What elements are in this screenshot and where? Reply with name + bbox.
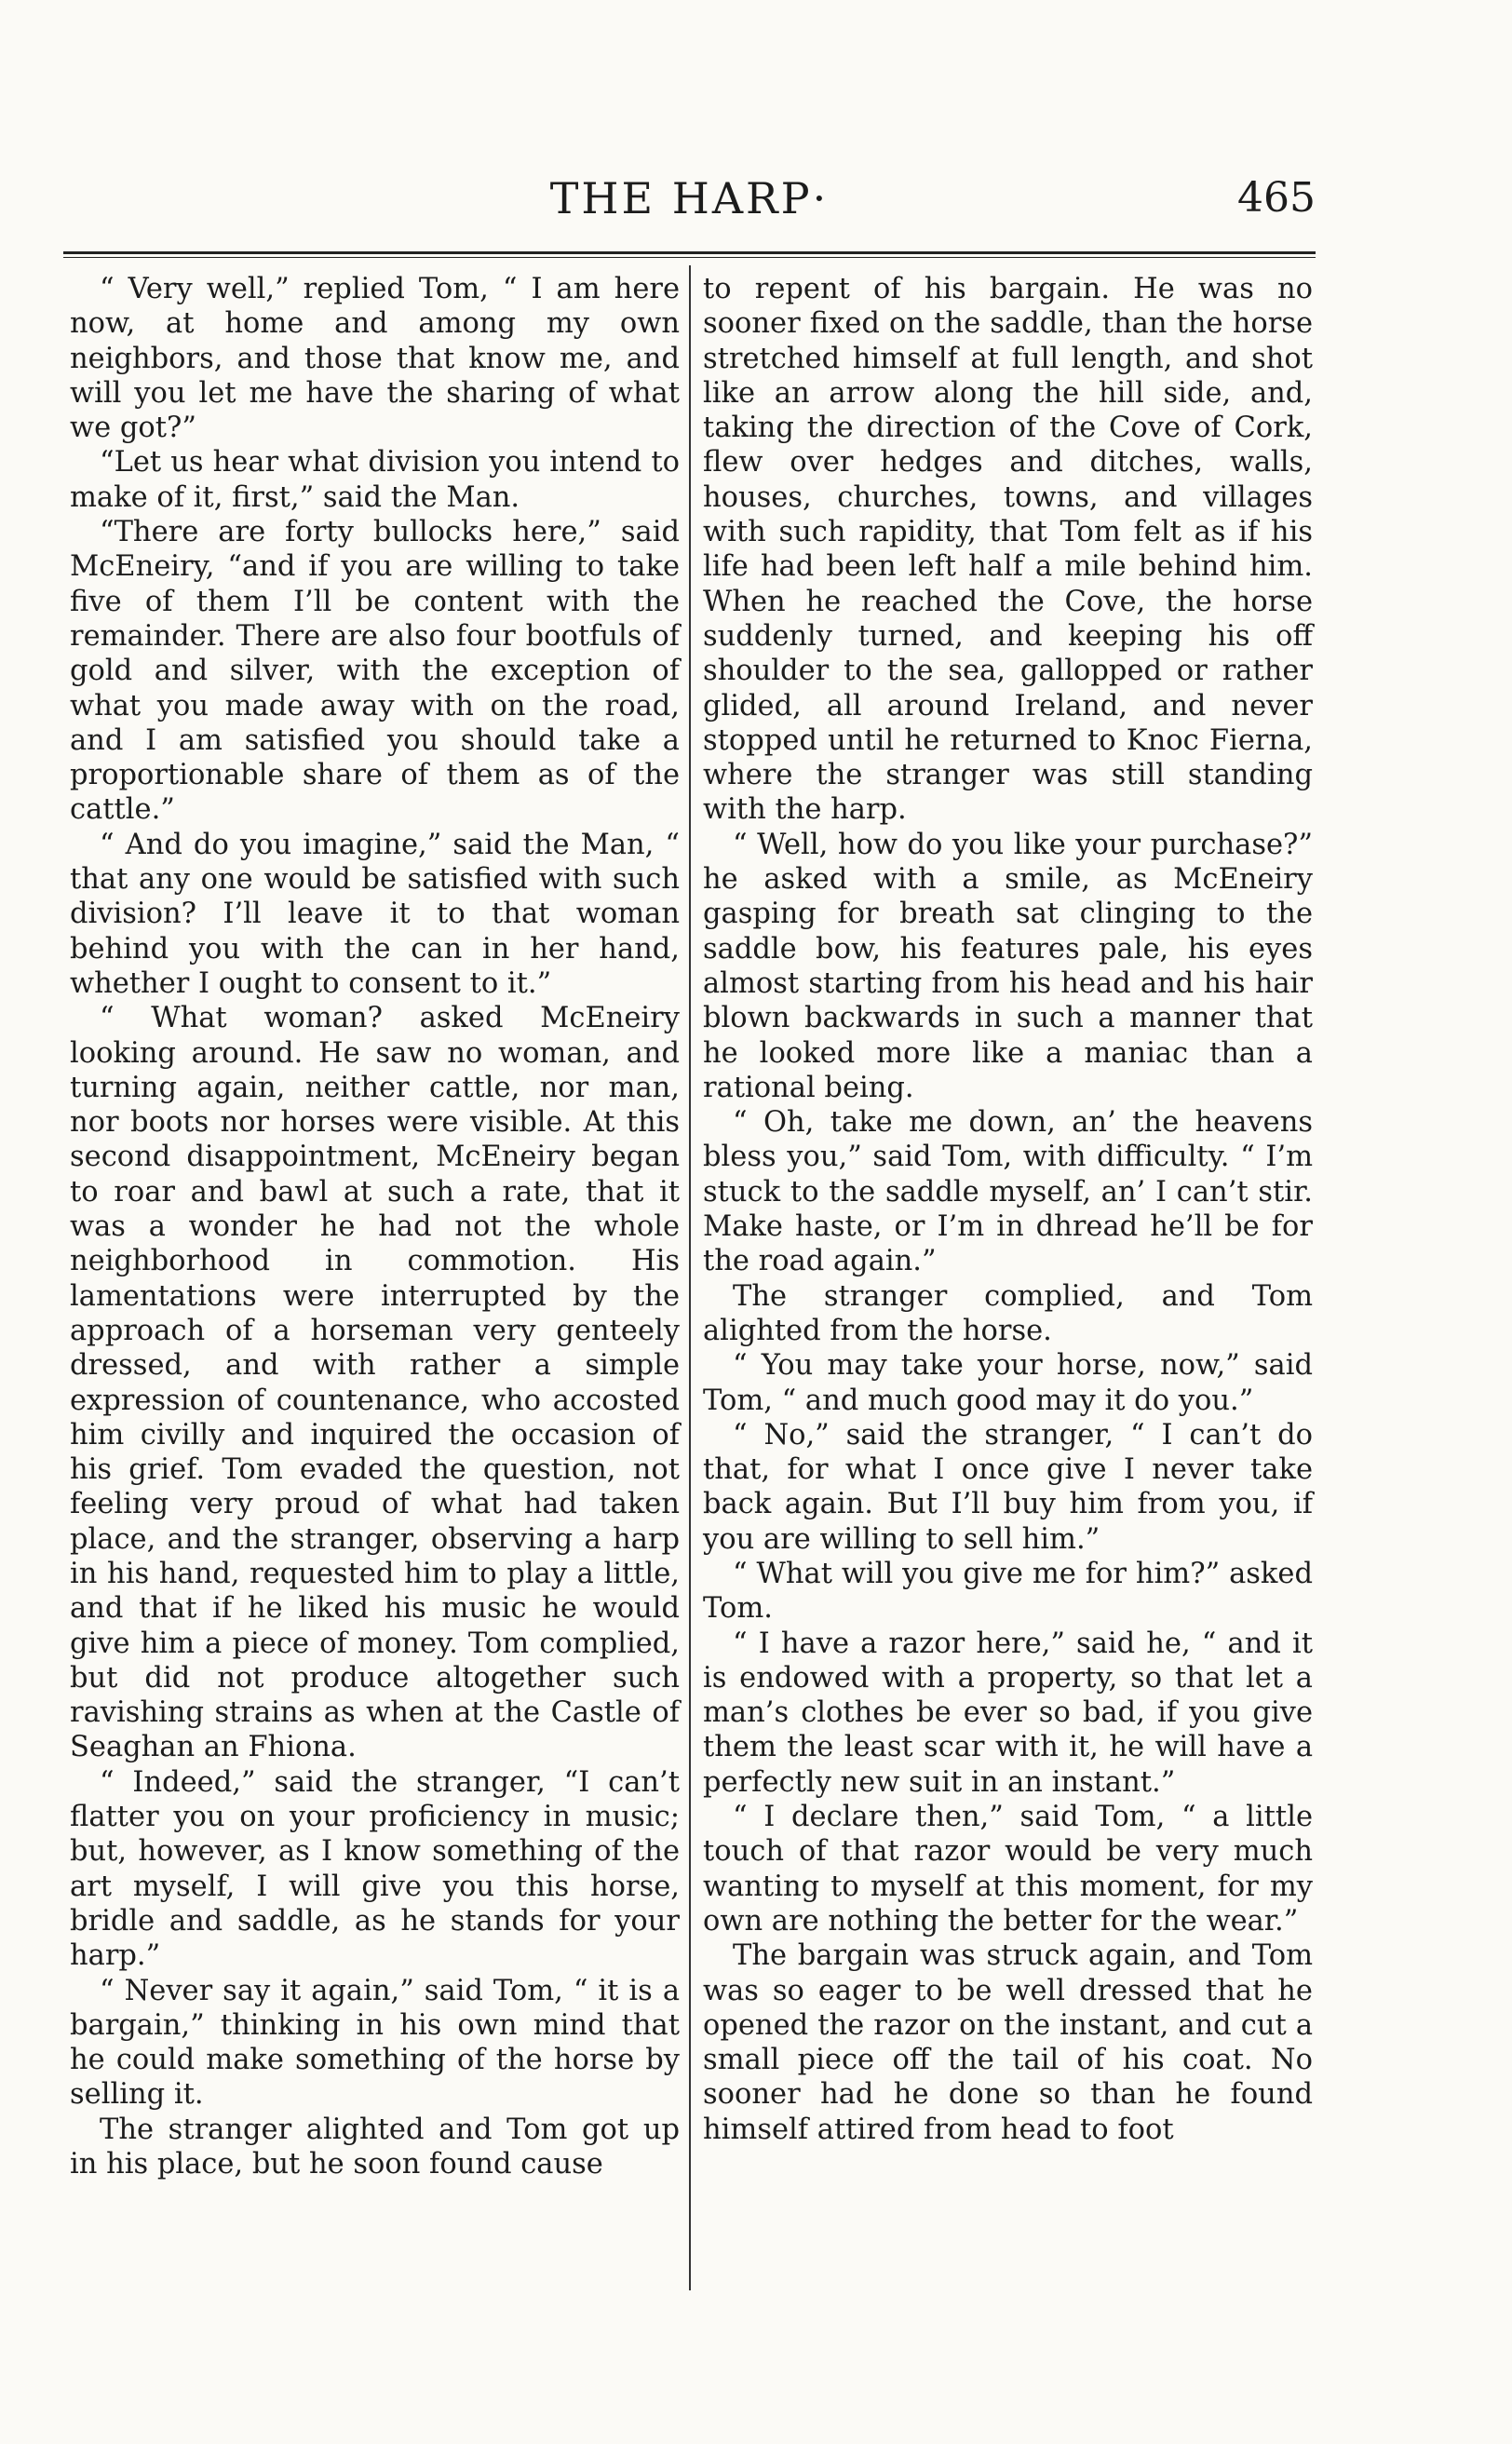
page-header	[63, 172, 1316, 247]
right-column	[703, 272, 1313, 2147]
paragraph: “Let us hear what division you intend to make of it, first,” said the Man.	[70, 446, 680, 514]
paragraph: “ Never say it again,” said Tom, “ it is a bargain,” thinking in his own mind that he could make something of the horse by selling it.	[70, 1974, 680, 2112]
paragraph: “ Well, how do you like your purchase?” he asked with a smile, as McEneiry gasping for breath sat clinging to the saddle bow, his features pale, his eyes almost starting from his head and his hair blown backwards in such a manner that he looked more like a maniac than a rational being.	[703, 828, 1313, 1104]
paragraph: “ What will you give me for him?” asked Tom.	[703, 1557, 1313, 1626]
paragraph: The stranger alighted and Tom got up in his place, but he soon found cause	[70, 2113, 680, 2181]
paragraph: The stranger complied, and Tom alighted from the horse.	[703, 1279, 1313, 1347]
paragraph: “ Very well,” replied Tom, “ I am here now, at home and among my own neighbors, and those that know me, and will you let me have the sharing of what we got?”	[70, 273, 680, 445]
paragraph: “ Indeed,” said the stranger, “I can’t flatter you on your proficiency in music; but, however, as I know something of the art myself, I will give you this horse, bridle and saddle, as he stands for your harp.”	[70, 1765, 680, 1973]
page-number: 465	[1237, 174, 1316, 222]
paragraph: “ Oh, take me down, an’ the heavens bless you,” said Tom, with difficulty. “ I’m stuck to the saddle myself, an’ I can’t stir. Make haste, or I’m in dhread he’ll be for the road again.”	[703, 1106, 1313, 1278]
paragraph: “ What woman? asked McEneiry looking around. He saw no woman, and turning again, neither cattle, nor man, nor boots nor horses were visible. At this second disappointment, McEneiry began to roar and bawl at such a rate, that it was a wonder he had not the whole neighborhood in commotion. His lamentations were interrupted by the approach of a horseman very genteely dressed, and with rather a simple expression of countenance, who accosted him civilly and inquired the occasion of his grief. Tom evaded the question, not feeling very proud of what had taken place, and the stranger, observing a harp in his hand, requested him to play a little, and that if he liked his music he would give him a piece of money. Tom complied, but did not produce altogether such ravishing strains as when at the Castle of Seaghan an Fhiona.	[70, 1002, 680, 1764]
paragraph: “There are forty bullocks here,” said McEneiry, “and if you are willing to take five of them I’ll be content with the remainder. There are also four bootfuls of gold and silver, with the exception of what you made away with on the road, and I am satisfied you should take a proportionable share of them as of the cattle.”	[70, 516, 680, 827]
header-rule	[63, 251, 1316, 258]
paragraph: “ And do you imagine,” said the Man, “ that any one would be satisfied with such division? I’ll leave it to that woman behind you with the can in her hand, whether I ought to consent to it.”	[70, 828, 680, 1000]
left-column	[70, 272, 680, 2181]
paragraph-continued: to repent of his bargain. He was no sooner fixed on the saddle, than the horse stretched himself at full length, and shot like an arrow along the hill side, and, taking the direction of the Cove of Cork, flew over hedges and ditches, walls, houses, churches, towns, and villages with such rapidity, that Tom felt as if his life had been left half a mile behind him. When he reached the Cove, the horse suddenly turned, and keeping his off shoulder to the sea, gallopped or rather glided, all around Ireland, and never stopped until he returned to Knoc Fierna, where the stranger was still standing with the harp.	[703, 273, 1313, 827]
paragraph: The bargain was struck again, and Tom was so eager to be well dressed that he opened the razor on the instant, and cut a small piece off the tail of his coat. No sooner had he done so than he found himself attired from head to foot	[703, 1939, 1313, 2146]
running-title: THE HARP·	[549, 173, 830, 223]
paragraph: “ No,” said the stranger, “ I can’t do that, for what I once give I never take back again. But I’ll buy him from you, if you are willing to sell him.”	[703, 1418, 1313, 1556]
column-divider	[689, 265, 691, 2290]
paragraph: “ I declare then,” said Tom, “ a little touch of that razor would be very much wanting to myself at this moment, for my own are nothing the better for the wear.”	[703, 1801, 1313, 1938]
paragraph: “ I have a razor here,” said he, “ and it is endowed with a property, so that let a man’s clothes be ever so bad, if you give them the least scar with it, he will have a perfectly new suit in an instant.”	[703, 1627, 1313, 1799]
paragraph: “ You may take your horse, now,” said Tom, “ and much good may it do you.”	[703, 1349, 1313, 1417]
